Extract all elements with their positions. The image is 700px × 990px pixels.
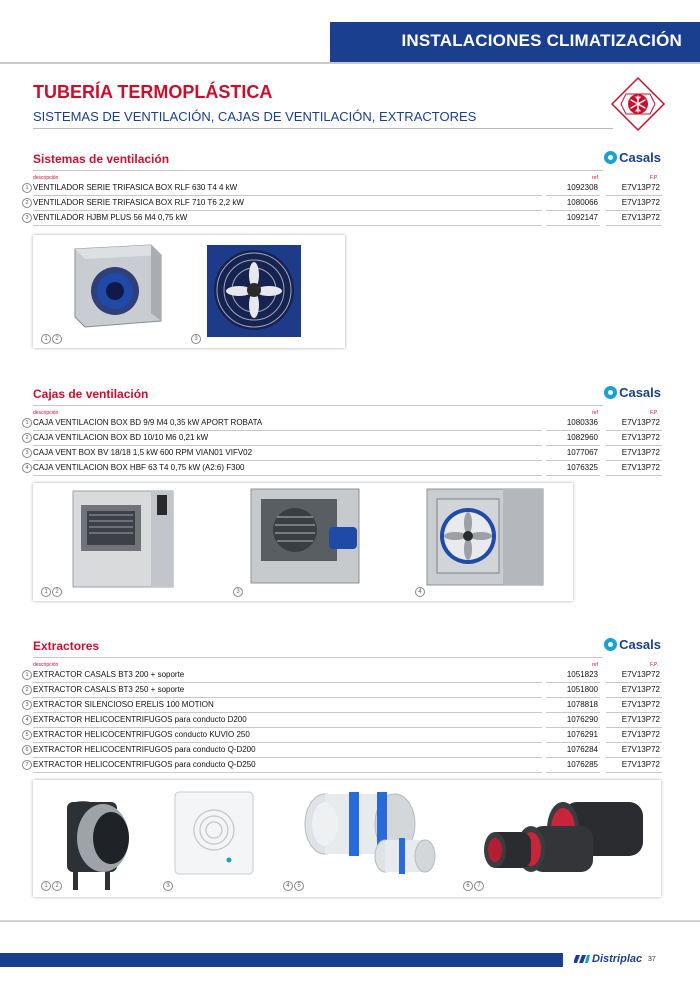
casals-logo-icon	[604, 386, 617, 399]
product-spec: 2,2 kW	[216, 198, 244, 207]
row-ref: 1080336	[566, 418, 598, 427]
product-spec: para conducto D200	[172, 715, 247, 724]
image-tag-1-2: 1 2	[41, 587, 63, 597]
distriplac-logo	[574, 953, 642, 965]
row-ref: 1077067	[566, 448, 598, 457]
col-desc: descripción	[33, 175, 59, 181]
row-number: 2	[22, 685, 32, 695]
product-spec: 1,5 kW 600 RPM VIAN01 VIFV02	[130, 448, 253, 457]
table-row	[22, 758, 668, 773]
row-description	[33, 463, 244, 472]
table-row	[22, 728, 668, 743]
row-fp: E7V13P72	[621, 670, 660, 679]
image-tag-3: 3	[233, 587, 244, 597]
product-spec: para conducto Q-D200	[172, 745, 256, 754]
row-fp: E7V13P72	[621, 183, 660, 192]
brand-name: Casals	[619, 150, 661, 165]
row-description	[33, 745, 256, 754]
footer-rule	[0, 920, 700, 922]
row-fp: E7V13P72	[621, 213, 660, 222]
section-title: Cajas de ventilación	[33, 387, 149, 401]
product-images-cajas	[33, 483, 573, 601]
row-description	[33, 183, 237, 192]
product-name: CAJA VENTILACION BOX BD 9/9 M4	[33, 418, 168, 427]
section-extractores	[22, 635, 668, 775]
row-ref: 1076290	[566, 715, 598, 724]
col-desc: descripción	[33, 662, 59, 668]
row-fp: E7V13P72	[621, 730, 660, 739]
row-ref: 1076285	[566, 760, 598, 769]
product-name: VENTILADOR SERIE TRIFASICA BOX RLF 630 T4	[33, 183, 217, 192]
section-rule	[33, 405, 603, 406]
section-sistemas-ventilacion	[22, 148, 668, 228]
brand-name: Casals	[619, 637, 661, 652]
product-name: EXTRACTOR HELICOCENTRIFUGOS	[33, 730, 173, 739]
row-description	[33, 418, 262, 427]
row-ref: 1076325	[566, 463, 598, 472]
col-desc: descripción	[33, 410, 59, 416]
col-fp: F.P.	[650, 175, 658, 181]
table-row	[22, 416, 668, 431]
row-fp: E7V13P72	[621, 760, 660, 769]
image-tag-6-7: 6 7	[463, 881, 485, 891]
row-number: 3	[22, 448, 32, 458]
section-header	[22, 635, 668, 661]
row-number: 4	[22, 715, 32, 725]
row-ref: 1092308	[566, 183, 598, 192]
row-description	[33, 213, 187, 222]
row-fp: E7V13P72	[621, 685, 660, 694]
row-number: 1	[22, 183, 32, 193]
page-header	[0, 0, 700, 64]
row-description	[33, 433, 208, 442]
row-number: 3	[22, 700, 32, 710]
page-title: TUBERÍA TERMOPLÁSTICA	[33, 82, 273, 102]
image-tag-3: 3	[191, 334, 202, 344]
section-header	[22, 148, 668, 174]
product-name: EXTRACTOR HELICOCENTRIFUGOS	[33, 715, 173, 724]
row-number: 4	[22, 463, 32, 473]
row-ref: 1092147	[566, 213, 598, 222]
product-name: EXTRACTOR SILENCIOSO ERELIS 100 MOTION	[33, 700, 214, 709]
table-row	[22, 743, 668, 758]
table-row	[22, 713, 668, 728]
row-number: 2	[22, 433, 32, 443]
title-rule	[33, 128, 613, 129]
casals-logo	[604, 385, 661, 400]
section-header	[22, 383, 668, 409]
row-number: 3	[22, 213, 32, 223]
casals-logo	[604, 637, 661, 652]
row-description	[33, 448, 252, 457]
product-name: EXTRACTOR HELICOCENTRIFUGOS	[33, 745, 173, 754]
page-subtitle: SISTEMAS DE VENTILACIÓN, CAJAS DE VENTILACIÓN, EXTRACTORES	[33, 109, 477, 124]
product-name: EXTRACTOR CASALS BT3 250	[33, 685, 149, 694]
row-ref: 1051800	[566, 685, 598, 694]
image-tag-3: 3	[163, 881, 174, 891]
page-number: 37	[648, 956, 656, 963]
col-ref: ref	[592, 410, 598, 416]
row-fp: E7V13P72	[621, 448, 660, 457]
product-name: EXTRACTOR HELICOCENTRIFUGOS	[33, 760, 173, 769]
row-description	[33, 198, 244, 207]
category-bar	[330, 22, 700, 62]
image-tag-4: 4	[415, 587, 426, 597]
casals-logo-icon	[604, 151, 617, 164]
row-fp: E7V13P72	[621, 198, 660, 207]
row-fp: E7V13P72	[621, 745, 660, 754]
row-number: 7	[22, 760, 32, 770]
section-title: Sistemas de ventilación	[33, 152, 170, 166]
row-number: 1	[22, 670, 32, 680]
table-row	[22, 461, 668, 476]
product-spec: 0,21 kW	[176, 433, 209, 442]
product-spec: 0,35 kW APORT ROBATA	[167, 418, 263, 427]
product-name: CAJA VENT BOX BV 18/18	[33, 448, 131, 457]
product-name: CAJA VENTILACION BOX BD 10/10 M6	[33, 433, 177, 442]
row-number: 2	[22, 198, 32, 208]
table-row	[22, 683, 668, 698]
section-cajas-ventilacion	[22, 383, 668, 478]
category-title: INSTALACIONES CLIMATIZACIÓN	[401, 31, 682, 50]
snowflake-icon	[610, 76, 666, 132]
box-fan-image	[33, 235, 345, 348]
extractors-image	[33, 780, 661, 897]
col-fp: F.P.	[650, 662, 658, 668]
product-spec: 0,75 kW	[155, 213, 188, 222]
product-spec: para conducto Q-D250	[172, 760, 256, 769]
row-fp: E7V13P72	[621, 715, 660, 724]
row-description	[33, 715, 247, 724]
col-fp: F.P.	[650, 410, 658, 416]
product-spec: + soporte	[148, 685, 185, 694]
table-row	[22, 431, 668, 446]
row-fp: E7V13P72	[621, 700, 660, 709]
row-description	[33, 730, 250, 739]
table-row	[22, 196, 668, 211]
section-rule	[33, 657, 603, 658]
footer-bar	[0, 953, 563, 967]
image-tag-1-2: 1 2	[41, 881, 63, 891]
product-name: VENTILADOR HJBM PLUS 56 M4	[33, 213, 156, 222]
product-name: CAJA VENTILACION BOX HBF 63 T4	[33, 463, 169, 472]
row-number: 5	[22, 730, 32, 740]
image-tag-1-2: 1 2	[41, 334, 63, 344]
table-row	[22, 181, 668, 196]
brand-name: Casals	[619, 385, 661, 400]
row-ref: 1076291	[566, 730, 598, 739]
row-fp: E7V13P72	[621, 463, 660, 472]
table-row	[22, 446, 668, 461]
row-description	[33, 685, 184, 694]
row-ref: 1082960	[566, 433, 598, 442]
product-name: EXTRACTOR CASALS BT3 200	[33, 670, 149, 679]
section-title: Extractores	[33, 639, 100, 653]
distriplac-logo-icon	[574, 953, 590, 965]
footer-brand: Distriplac	[592, 953, 643, 965]
row-number: 1	[22, 418, 32, 428]
product-spec: 0,75 kW (A2:6) F300	[168, 463, 245, 472]
row-description	[33, 700, 214, 709]
col-ref: ref	[592, 175, 598, 181]
product-images-extractores	[33, 780, 661, 897]
table-row	[22, 211, 668, 226]
product-name: VENTILADOR SERIE TRIFASICA BOX RLF 710 T6	[33, 198, 217, 207]
row-fp: E7V13P72	[621, 433, 660, 442]
image-tag-4-5: 4 5	[283, 881, 305, 891]
header-rule	[0, 62, 700, 64]
product-spec: + soporte	[148, 670, 185, 679]
row-description	[33, 760, 256, 769]
ventilation-boxes-image	[33, 483, 573, 601]
product-images-ventilacion	[33, 235, 345, 348]
row-fp: E7V13P72	[621, 418, 660, 427]
row-ref: 1080066	[566, 198, 598, 207]
col-ref: ref	[592, 662, 598, 668]
product-spec: conducto KUVIO 250	[172, 730, 250, 739]
casals-logo-icon	[604, 638, 617, 651]
row-description	[33, 670, 184, 679]
row-number: 6	[22, 745, 32, 755]
section-rule	[33, 170, 603, 171]
table-row	[22, 698, 668, 713]
row-ref: 1076284	[566, 745, 598, 754]
casals-logo	[604, 150, 661, 165]
product-spec: 4 kW	[216, 183, 238, 192]
table-row	[22, 668, 668, 683]
row-ref: 1078818	[566, 700, 598, 709]
row-ref: 1051823	[566, 670, 598, 679]
